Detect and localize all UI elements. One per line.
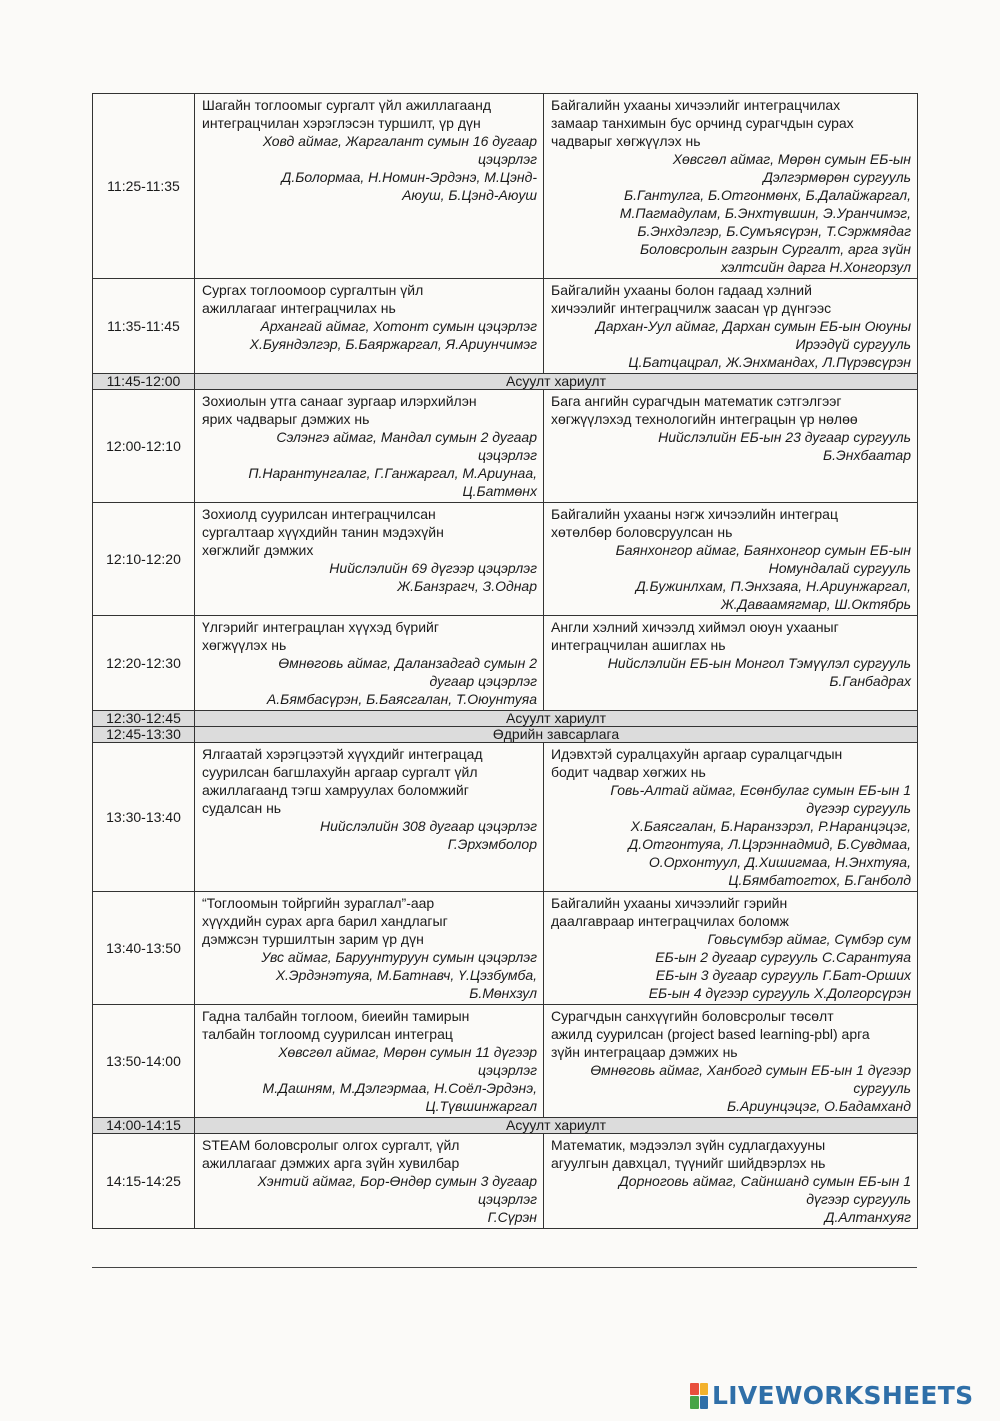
- time-slot: 11:45-12:00: [93, 374, 195, 390]
- presentation-title-line: Сургах тоглоомоор сургалтын үйл: [202, 282, 424, 298]
- presenter-info-line: Ж.Даваамягмар, Ш.Октябрь: [720, 596, 911, 612]
- session-row: [93, 1134, 918, 1229]
- presenter-info-line: Х.Эрдэнэтуяа, М.Батнавч, Ү.Цэзбумба,: [275, 967, 537, 983]
- presentation-title-line: хөгжүүлэхэд технологийн интеграцын үр нөлөө: [551, 411, 858, 427]
- left-presentation-cell: [195, 503, 544, 616]
- presenter-info-line: Дархан-Уул аймаг, Дархан сумын ЕБ-ын Оюуны: [595, 318, 911, 334]
- presentation-title-line: Байгалийн ухааны нэгж хичээлийн интеграц: [551, 506, 838, 522]
- time-slot: 11:35-11:45: [93, 279, 195, 374]
- presentation-title-line: ярих чадварыг дэмжих нь: [202, 411, 370, 427]
- left-presentation-cell: [195, 279, 544, 374]
- presenter-info-line: Ж.Банзрагч, З.Однар: [397, 578, 537, 594]
- presenter-info-line: Сэлэнгэ аймаг, Мандал сумын 2 дугаар: [276, 429, 537, 445]
- presentation-title-line: ажилд суурилсан (project based learning-pbl) арга: [551, 1026, 870, 1042]
- presentation-title-line: бодит чадвар хөгжих нь: [551, 764, 706, 780]
- right-presentation-cell: [544, 390, 918, 503]
- presentation-title-line: хичээлийг интеграцчилж заасан үр дүнгээс: [551, 300, 832, 316]
- presenter-info-line: М.Пагмадулам, Б.Энхтүвшин, Э.Уранчимэг,: [619, 205, 911, 221]
- presentation-title-line: Гадна талбайн тоглоом, биеийн тамирын: [202, 1008, 470, 1024]
- presentation-title-line: Сурагчдын санхүүгийн боловсролыг төсөлт: [551, 1008, 834, 1024]
- presentation-title-line: интеграцчилан ашиглах нь: [551, 637, 726, 653]
- presenter-info-line: ЕБ-ын 3 дугаар сургууль Г.Бат-Орших: [655, 967, 911, 983]
- session-row: [93, 279, 918, 374]
- time-slot: 13:50-14:00: [93, 1005, 195, 1118]
- logo-tile: [690, 1383, 699, 1396]
- liveworksheets-brand[interactable]: [690, 1381, 973, 1410]
- presentation-title-line: “Тоглоомын тойргийн зураглал”-аар: [202, 895, 435, 911]
- presentation-title-line: Бага ангийн сурагчдын математик сэтгэлгээг: [551, 393, 842, 409]
- presentation-title-line: Ялгаатай хэрэгцээтэй хүүхдийг интеграцад: [202, 746, 483, 762]
- presenter-info-line: Б.Ганбадрах: [829, 673, 911, 689]
- break-row: [93, 374, 918, 390]
- time-slot: 13:30-13:40: [93, 743, 195, 892]
- presentation-title-line: STEAM боловсролыг олгох сургалт, үйл: [202, 1137, 460, 1153]
- presenter-info-line: Х.Баясгалан, Б.Наранзэрэл, Р.Наранцэцэг,: [630, 818, 911, 834]
- presenter-info-line: Нийслэлийн ЕБ-ын Монгол Тэмүүлэл сургууль: [607, 655, 911, 671]
- presenter-info-line: Говь-Алтай аймаг, Есөнбулаг сумын ЕБ-ын 1: [610, 782, 911, 798]
- presenter-info-line: Ц.Батмөнх: [462, 483, 537, 499]
- break-label: Өдрийн завсарлага: [195, 727, 918, 743]
- right-presentation-cell: [544, 1134, 918, 1229]
- presenter-info-line: Хөвсгөл аймаг, Мөрөн сумын 11 дүгээр: [278, 1044, 537, 1060]
- presenter-info-line: М.Дашням, М.Дэлгэрмаа, Н.Соёл-Эрдэнэ,: [262, 1080, 537, 1096]
- presenter-info-line: цэцэрлэг: [478, 447, 537, 463]
- session-row: [93, 94, 918, 279]
- schedule-table: [92, 93, 918, 1229]
- presenter-info-line: Б.Мөнхзул: [469, 985, 537, 1001]
- presenter-info-line: хэлтсийн дарга Н.Хонгорзул: [720, 259, 911, 275]
- break-row: [93, 1118, 918, 1134]
- schedule-body: [93, 94, 918, 1229]
- presentation-title-line: интеграцчилан хэрэглэсэн туршилт, үр дүн: [202, 115, 481, 131]
- presenter-info-line: дугаар цэцэрлэг: [429, 673, 537, 689]
- presentation-title-line: Шагайн тоглоомыг сургалт үйл ажиллагаанд: [202, 97, 491, 113]
- presentation-title-line: Зохиолд суурилсан интеграцчилсан: [202, 506, 436, 522]
- left-presentation-cell: [195, 94, 544, 279]
- presenter-info-line: Д.Отгонтуяа, Л.Цэрэннадмид, Б.Сувдмаа,: [628, 836, 911, 852]
- session-row: [93, 1005, 918, 1118]
- logo-tile: [700, 1396, 709, 1409]
- presentation-title-line: Идэвхтэй суралцахуйн аргаар суралцагчдын: [551, 746, 843, 762]
- left-presentation-cell: [195, 616, 544, 711]
- presenter-info-line: Нийслэлийн 308 дугаар цэцэрлэг: [320, 818, 537, 834]
- presenter-info-line: сургууль: [853, 1080, 911, 1096]
- right-presentation-cell: [544, 743, 918, 892]
- presenter-info-line: Говьсүмбэр аймаг, Сүмбэр сум: [707, 931, 911, 947]
- time-slot: 12:30-12:45: [93, 711, 195, 727]
- presenter-info-line: О.Орхонтуул, Д.Хишигмаа, Н.Энхтуяа,: [648, 854, 911, 870]
- presenter-info-line: Дэлгэрмөрөн сургууль: [763, 169, 911, 185]
- right-presentation-cell: [544, 279, 918, 374]
- presentation-title-line: агуулгын давхцал, түүнийг шийдвэрлэх нь: [551, 1155, 826, 1171]
- presentation-title-line: зүйн интеграцаар дэмжих нь: [551, 1044, 738, 1060]
- presenter-info-line: Д.Бужинлхам, П.Энхзаяа, Н.Ариунжаргал,: [635, 578, 911, 594]
- presentation-title-line: дэмжсэн туршилтын зарим үр дүн: [202, 931, 424, 947]
- presenter-info-line: дүгээр сургууль: [806, 800, 911, 816]
- presenter-info-line: Аюуш, Б.Цэнд-Аюуш: [402, 187, 537, 203]
- presenter-info-line: Номундалай сургууль: [768, 560, 911, 576]
- presenter-info-line: дүгээр сургууль: [806, 1191, 911, 1207]
- presenter-info-line: Увс аймаг, Баруунтуруун сумын цэцэрлэг: [261, 949, 537, 965]
- break-label: Асуулт хариулт: [195, 374, 918, 390]
- presenter-info-line: ЕБ-ын 2 дугаар сургууль С.Сарантуяа: [655, 949, 911, 965]
- session-row: [93, 743, 918, 892]
- left-presentation-cell: [195, 1005, 544, 1118]
- liveworksheets-logo-icon: [690, 1383, 708, 1409]
- presentation-title-line: суурилсан багшлахуйн аргаар сургалт үйл: [202, 764, 478, 780]
- presenter-info-line: Б.Ариунцэцэг, О.Бадамханд: [727, 1098, 911, 1114]
- presentation-title-line: Математик, мэдээлэл зүйн судлагдахууны: [551, 1137, 826, 1153]
- presentation-title-line: даалгавраар интеграцчилах боломж: [551, 913, 789, 929]
- logo-tile: [700, 1383, 709, 1396]
- session-row: [93, 892, 918, 1005]
- left-presentation-cell: [195, 892, 544, 1005]
- presenter-info-line: Ц.Бямбатогтох, Б.Ганболд: [728, 872, 911, 888]
- presenter-info-line: цэцэрлэг: [478, 1062, 537, 1078]
- right-presentation-cell: [544, 503, 918, 616]
- presentation-title-line: Зохиолын утга санааг зургаар илэрхийлэн: [202, 393, 477, 409]
- right-presentation-cell: [544, 1005, 918, 1118]
- session-row: [93, 616, 918, 711]
- break-label: Асуулт хариулт: [195, 1118, 918, 1134]
- presentation-title-line: хөгжлийг дэмжих: [202, 542, 314, 558]
- presenter-info-line: Ховд аймаг, Жаргалант сумын 16 дугаар: [262, 133, 537, 149]
- time-slot: 12:00-12:10: [93, 390, 195, 503]
- time-slot: 12:20-12:30: [93, 616, 195, 711]
- presenter-info-line: Х.Буяндэлгэр, Б.Баяржаргал, Я.Ариунчимэг: [249, 336, 537, 352]
- break-row: [93, 727, 918, 743]
- time-slot: 14:00-14:15: [93, 1118, 195, 1134]
- presenter-info-line: Нийслэлийн 69 дүгээр цэцэрлэг: [329, 560, 537, 576]
- presentation-title-line: судалсан нь: [202, 800, 282, 816]
- presenter-info-line: цэцэрлэг: [478, 151, 537, 167]
- presenter-info-line: Өмнөговь аймаг, Даланзадгад сумын 2: [278, 655, 537, 671]
- time-slot: 11:25-11:35: [93, 94, 195, 279]
- presentation-title-line: хөтөлбөр боловсруулсан нь: [551, 524, 733, 540]
- presenter-info-line: Ц.Түвшинжаргал: [425, 1098, 537, 1114]
- footer-divider: [92, 1267, 917, 1268]
- left-presentation-cell: [195, 743, 544, 892]
- presenter-info-line: Г.Сүрэн: [487, 1209, 537, 1225]
- presenter-info-line: А.Бямбасүрэн, Б.Баясгалан, Т.Оюунтуяа: [266, 691, 537, 707]
- presentation-title-line: Англи хэлний хичээлд хиймэл оюун ухааныг: [551, 619, 839, 635]
- presenter-info-line: Б.Энхбаатар: [823, 447, 911, 463]
- brand-name: LIVEWORKSHEETS: [712, 1381, 974, 1410]
- presentation-title-line: Байгалийн ухааны хичээлийг интеграцчилах: [551, 97, 841, 113]
- time-slot: 14:15-14:25: [93, 1134, 195, 1229]
- left-presentation-cell: [195, 390, 544, 503]
- right-presentation-cell: [544, 94, 918, 279]
- time-slot: 13:40-13:50: [93, 892, 195, 1005]
- presenter-info-line: Баянхонгор аймаг, Баянхонгор сумын ЕБ-ын: [615, 542, 911, 558]
- presenter-info-line: Нийслэлийн ЕБ-ын 23 дугаар сургууль: [658, 429, 911, 445]
- presenter-info-line: Д.Алтанхуяг: [824, 1209, 911, 1225]
- presenter-info-line: Б.Гантулга, Б.Отгонмөнх, Б.Далайжаргал,: [623, 187, 911, 203]
- presentation-title-line: чадварыг хөгжүүлэх нь: [551, 133, 701, 149]
- presenter-info-line: Архангай аймаг, Хотонт сумын цэцэрлэг: [260, 318, 537, 334]
- presenter-info-line: Дорноговь аймаг, Сайншанд сумын ЕБ-ын 1: [618, 1173, 911, 1189]
- presenter-info-line: Д.Болормаа, Н.Номин-Эрдэнэ, М.Цэнд-: [281, 169, 537, 185]
- presentation-title-line: Байгалийн ухааны хичээлийг гэрийн: [551, 895, 788, 911]
- presentation-title-line: талбайн тоглоомд суурилсан интеграц: [202, 1026, 453, 1042]
- presenter-info-line: Өмнөговь аймаг, Ханбогд сумын ЕБ-ын 1 дүгээр: [590, 1062, 911, 1078]
- presentation-title-line: ажиллагаанд тэгш хамруулах боломжийг: [202, 782, 469, 798]
- presenter-info-line: П.Нарантунгалаг, Г.Ганжаргал, М.Ариунаа,: [248, 465, 537, 481]
- left-presentation-cell: [195, 1134, 544, 1229]
- presenter-info-line: ЕБ-ын 4 дүгээр сургууль Х.Долгорсүрэн: [648, 985, 911, 1001]
- presenter-info-line: цэцэрлэг: [478, 1191, 537, 1207]
- presentation-title-line: хүүхдийн сурах арга барил хандлагыг: [202, 913, 448, 929]
- presentation-title-line: сургалтаар хүүхдийн танин мэдэхүйн: [202, 524, 444, 540]
- time-slot: 12:45-13:30: [93, 727, 195, 743]
- presentation-title-line: ажиллагааг интеграцчилах нь: [202, 300, 396, 316]
- time-slot: 12:10-12:20: [93, 503, 195, 616]
- presenter-info-line: Хөвсгөл аймаг, Мөрөн сумын ЕБ-ын: [672, 151, 911, 167]
- presentation-title-line: хөгжүүлэх нь: [202, 637, 287, 653]
- right-presentation-cell: [544, 616, 918, 711]
- break-label: Асуулт хариулт: [195, 711, 918, 727]
- presenter-info-line: Боловсролын газрын Сургалт, арга зүйн: [639, 241, 911, 257]
- presentation-title-line: Байгалийн ухааны болон гадаад хэлний: [551, 282, 812, 298]
- presenter-info-line: Ц.Батцацрал, Ж.Энхмандах, Л.Пүрэвсүрэн: [628, 354, 911, 370]
- presenter-info-line: Хэнтий аймаг, Бор-Өндөр сумын 3 дугаар: [257, 1173, 537, 1189]
- presenter-info-line: Б.Энхдэлгэр, Б.Сумъясүрэн, Т.Сэржмядаг: [637, 223, 911, 239]
- session-row: [93, 390, 918, 503]
- session-row: [93, 503, 918, 616]
- right-presentation-cell: [544, 892, 918, 1005]
- presenter-info-line: Ирээдүй сургууль: [795, 336, 911, 352]
- presentation-title-line: ажиллагааг дэмжих арга зүйн хувилбар: [202, 1155, 460, 1171]
- break-row: [93, 711, 918, 727]
- presentation-title-line: замаар танхимын бус орчинд сурагчдын сурах: [551, 115, 854, 131]
- logo-tile: [690, 1396, 699, 1409]
- presentation-title-line: Үлгэрийг интеграцлан хүүхэд бүрийг: [202, 619, 439, 635]
- presenter-info-line: Г.Эрхэмболор: [447, 836, 537, 852]
